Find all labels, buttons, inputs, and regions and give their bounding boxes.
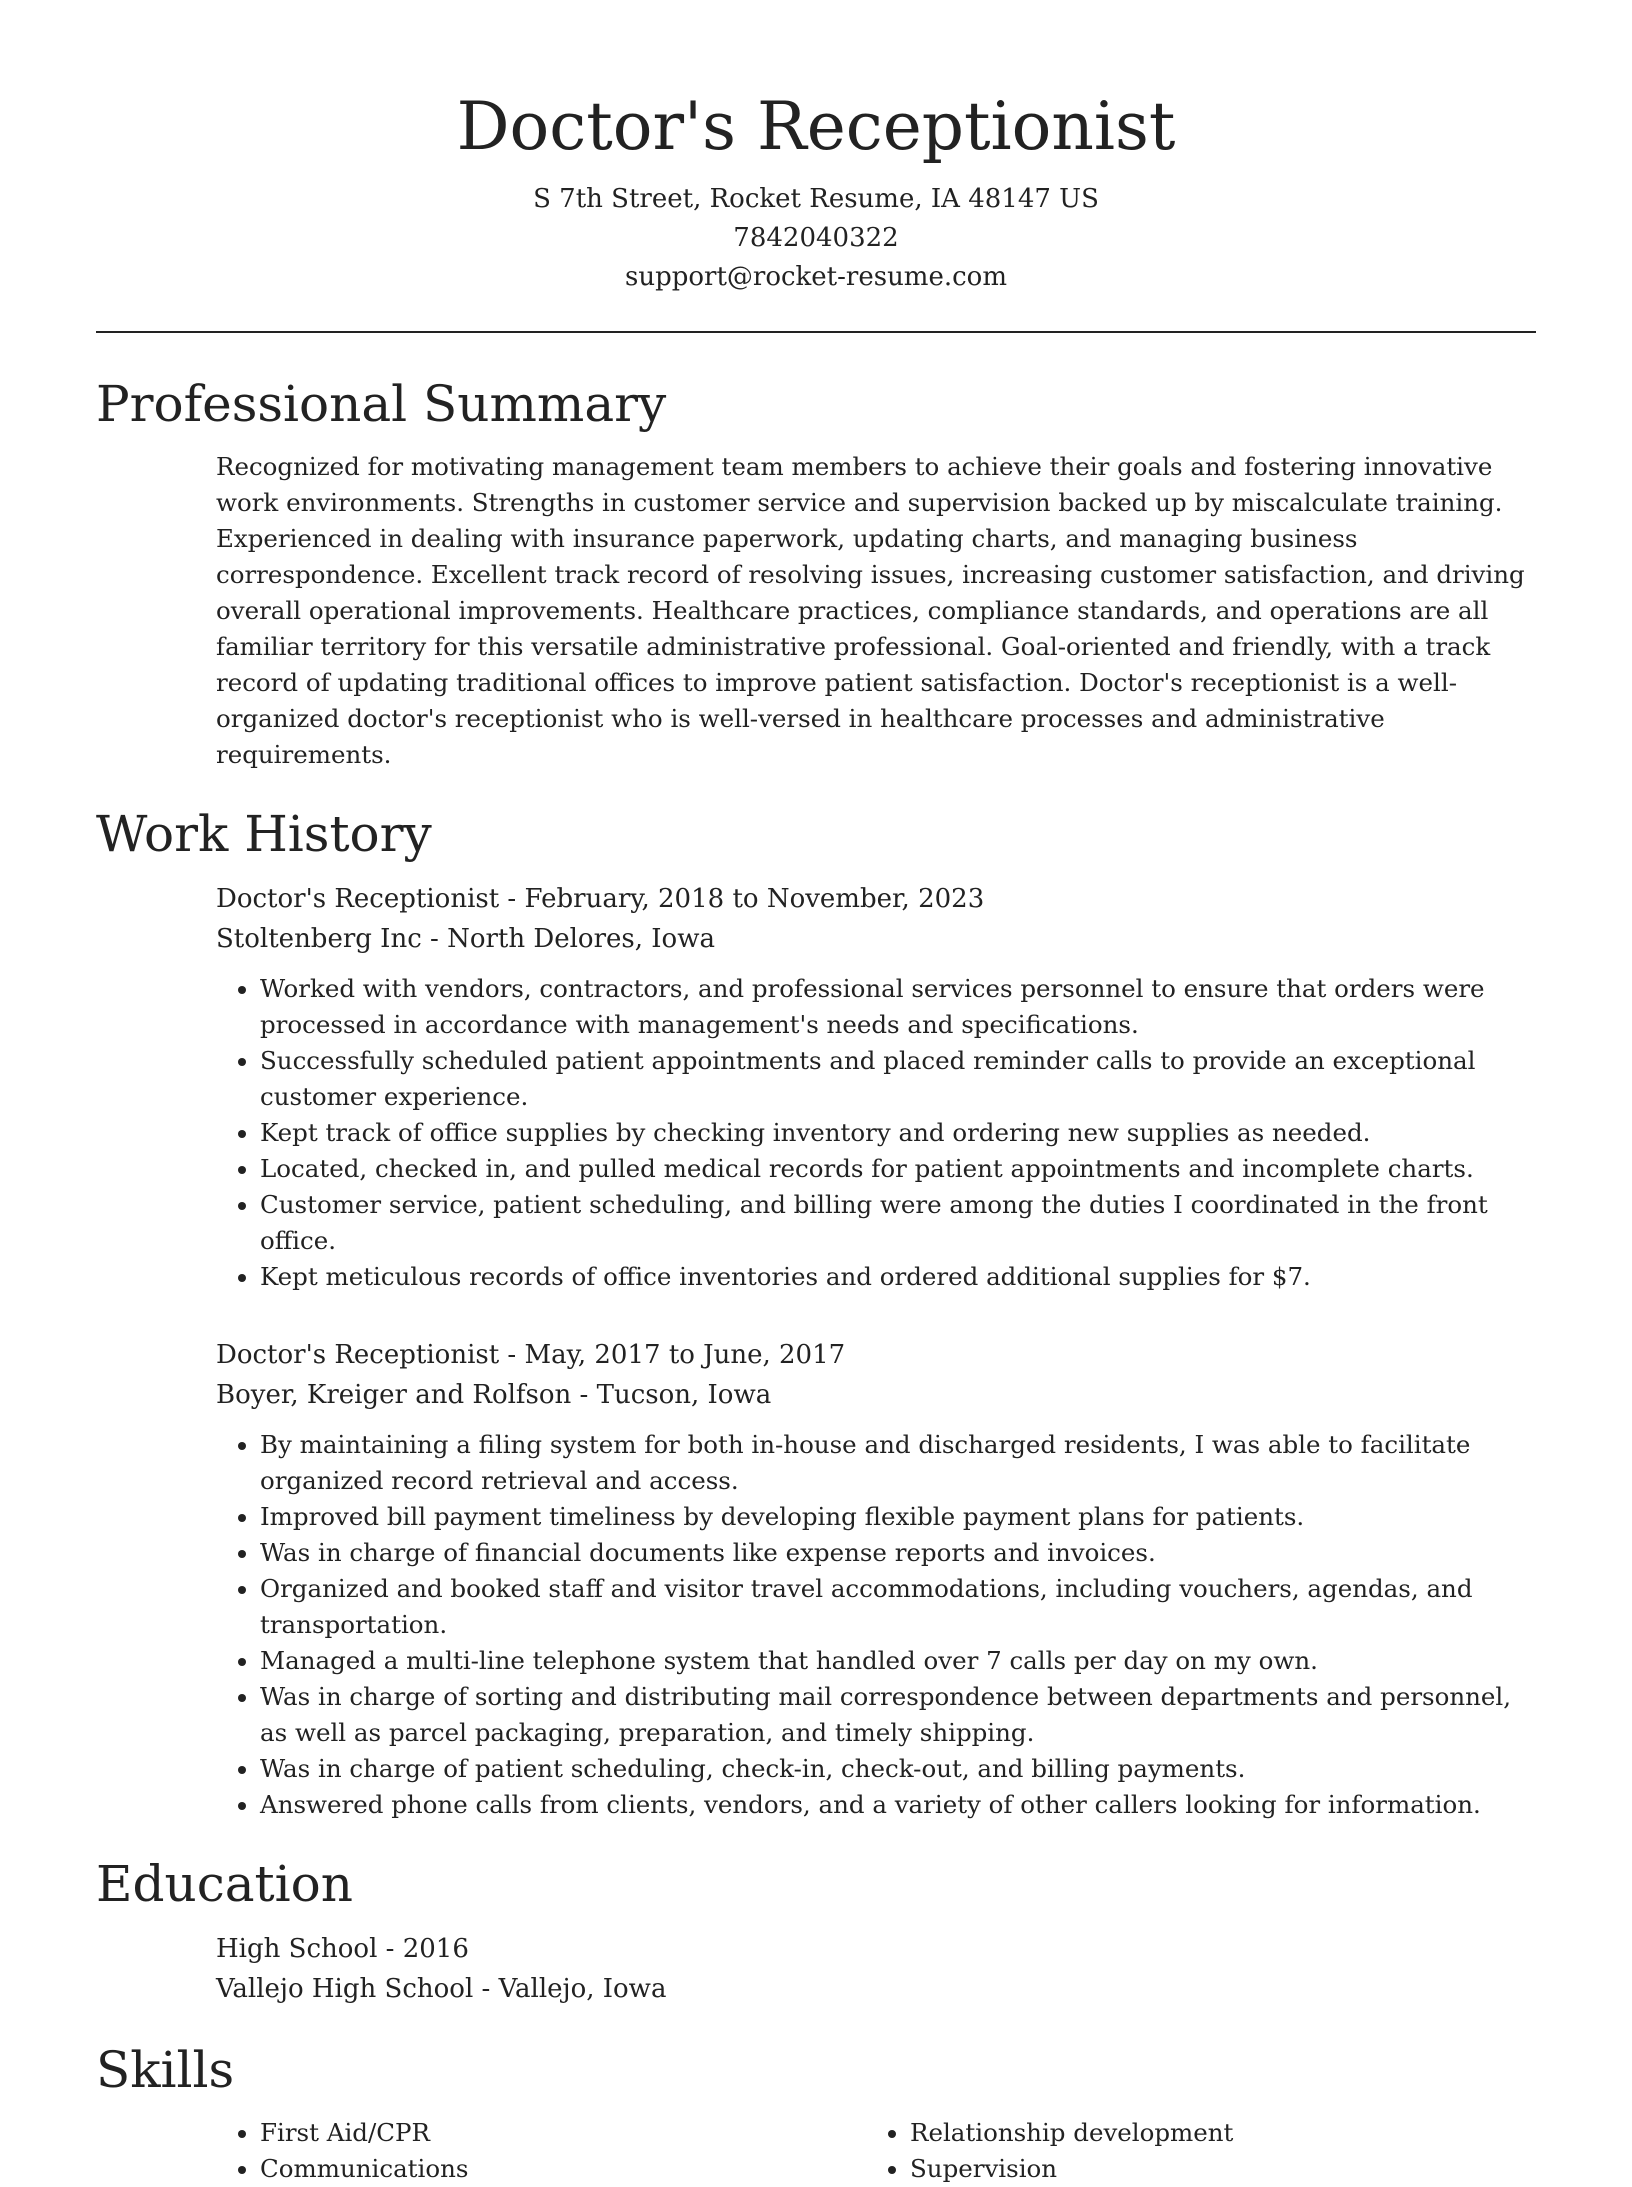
- job-company: Boyer, Kreiger and Rolfson: [216, 1380, 572, 1410]
- section-title-summary: Professional Summary: [96, 375, 667, 433]
- section-title-skills: Skills: [96, 2041, 235, 2099]
- list-item: • Was in charge of patient scheduling, check-in, check-out, and billing payments.: [260, 1751, 1536, 1787]
- list-item: • Was in charge of financial documents like expense reports and invoices.: [260, 1535, 1536, 1571]
- resume-header: [96, 0, 1536, 297]
- education-degree-line: High School - 2016: [216, 1934, 469, 1964]
- education-year: 2016: [402, 1934, 469, 1964]
- candidate-name: Doctor's Receptionist: [456, 88, 1176, 165]
- list-item: • Organized and booked staff and visitor travel accommodations, including vouchers, agendas, and transportation.: [260, 1571, 1536, 1643]
- list-item: • Worked with vendors, contractors, and professional services personnel to ensure that orders were processed in accordance with management's needs and specifications.: [260, 971, 1536, 1043]
- phone: 7842040322: [733, 223, 899, 253]
- list-item: • Located, checked in, and pulled medical records for patient appointments and incomplete charts.: [260, 1151, 1536, 1187]
- education-school-line: Vallejo High School - Vallejo, Iowa: [216, 1974, 667, 2004]
- job-duties-list: [216, 1427, 1536, 1823]
- resume-page: [96, 0, 1536, 2187]
- job-location: North Delores, Iowa: [447, 924, 715, 954]
- list-item: • Kept track of office supplies by checking inventory and ordering new supplies as needed.: [260, 1115, 1536, 1151]
- list-item: • Improved bill payment timeliness by developing flexible payment plans for patients.: [260, 1499, 1536, 1535]
- list-item: • Was in charge of sorting and distributing mail correspondence between departments and personnel, as well as parcel packaging, preparation, and timely shipping.: [260, 1679, 1536, 1751]
- skills-list-left: [216, 2115, 866, 2187]
- list-item: • Managed a multi-line telephone system that handled over 7 calls per day on my own.: [260, 1643, 1536, 1679]
- list-item: • Communications: [260, 2151, 866, 2187]
- job-title-line: Doctor's Receptionist - February, 2018 to November, 2023: [216, 884, 985, 914]
- skills-list-right: [866, 2115, 1516, 2187]
- list-item: • By maintaining a filing system for both in-house and discharged residents, I was able to facilitate organized record retrieval and access.: [260, 1427, 1536, 1499]
- work-history-section: [96, 803, 1536, 1823]
- skills-grid: [216, 2115, 1536, 2187]
- summary-text: Recognized for motivating management team members to achieve their goals and fostering innovative work environments. Strengths in customer service and supervision backed up by miscalculate training. Experienced in dealing with insurance paperwork, updating charts, and managing business correspondence. Excellent track record of resolving issues, increasing customer satisfaction, and driving overall operational improvements. Healthcare practices, compliance standards, and operations are all familiar territory for this versatile administrative professional. Goal-oriented and friendly, with a track record of updating traditional offices to improve patient satisfaction. Doctor's receptionist is a well-organized doctor's receptionist who is well-versed in healthcare processes and administrative requirements.: [216, 452, 1525, 769]
- job-company-line: Stoltenberg Inc - North Delores, Iowa: [216, 924, 715, 954]
- list-item: • Relationship development: [910, 2115, 1516, 2151]
- job-company: Stoltenberg Inc: [216, 924, 422, 954]
- job-title-line: Doctor's Receptionist - May, 2017 to June, 2017: [216, 1340, 846, 1370]
- education-section: [96, 1853, 1536, 2009]
- job-duties-list: [216, 971, 1536, 1295]
- job-company-line: Boyer, Kreiger and Rolfson - Tucson, Iowa: [216, 1380, 772, 1410]
- job-title: Doctor's Receptionist: [216, 884, 500, 914]
- job-dates: May, 2017 to June, 2017: [524, 1340, 846, 1370]
- header-divider: [96, 331, 1536, 333]
- education-school: Vallejo High School: [216, 1974, 474, 2004]
- job-entry: [216, 1335, 1536, 1823]
- job-dates: February, 2018 to November, 2023: [524, 884, 985, 914]
- job-title: Doctor's Receptionist: [216, 1340, 500, 1370]
- education-location: Vallejo, Iowa: [498, 1974, 667, 2004]
- professional-summary-section: [96, 373, 1536, 773]
- list-item: • Successfully scheduled patient appointments and placed reminder calls to provide an exceptional customer experience.: [260, 1043, 1536, 1115]
- list-item: • First Aid/CPR: [260, 2115, 866, 2151]
- address: S 7th Street, Rocket Resume, IA 48147 US: [533, 184, 1099, 214]
- section-title-education: Education: [96, 1855, 353, 1913]
- list-item: • Kept meticulous records of office inventories and ordered additional supplies for $7.: [260, 1259, 1536, 1295]
- section-title-work: Work History: [96, 805, 432, 863]
- job-location: Tucson, Iowa: [596, 1380, 772, 1410]
- list-item: • Customer service, patient scheduling, and billing were among the duties I coordinated in the front office.: [260, 1187, 1536, 1259]
- skills-section: [96, 2039, 1536, 2187]
- list-item: • Supervision: [910, 2151, 1516, 2187]
- email: support@rocket-resume.com: [624, 262, 1007, 292]
- job-entry: [216, 879, 1536, 1295]
- list-item: • Answered phone calls from clients, vendors, and a variety of other callers looking for information.: [260, 1787, 1536, 1823]
- education-degree: High School: [216, 1934, 378, 1964]
